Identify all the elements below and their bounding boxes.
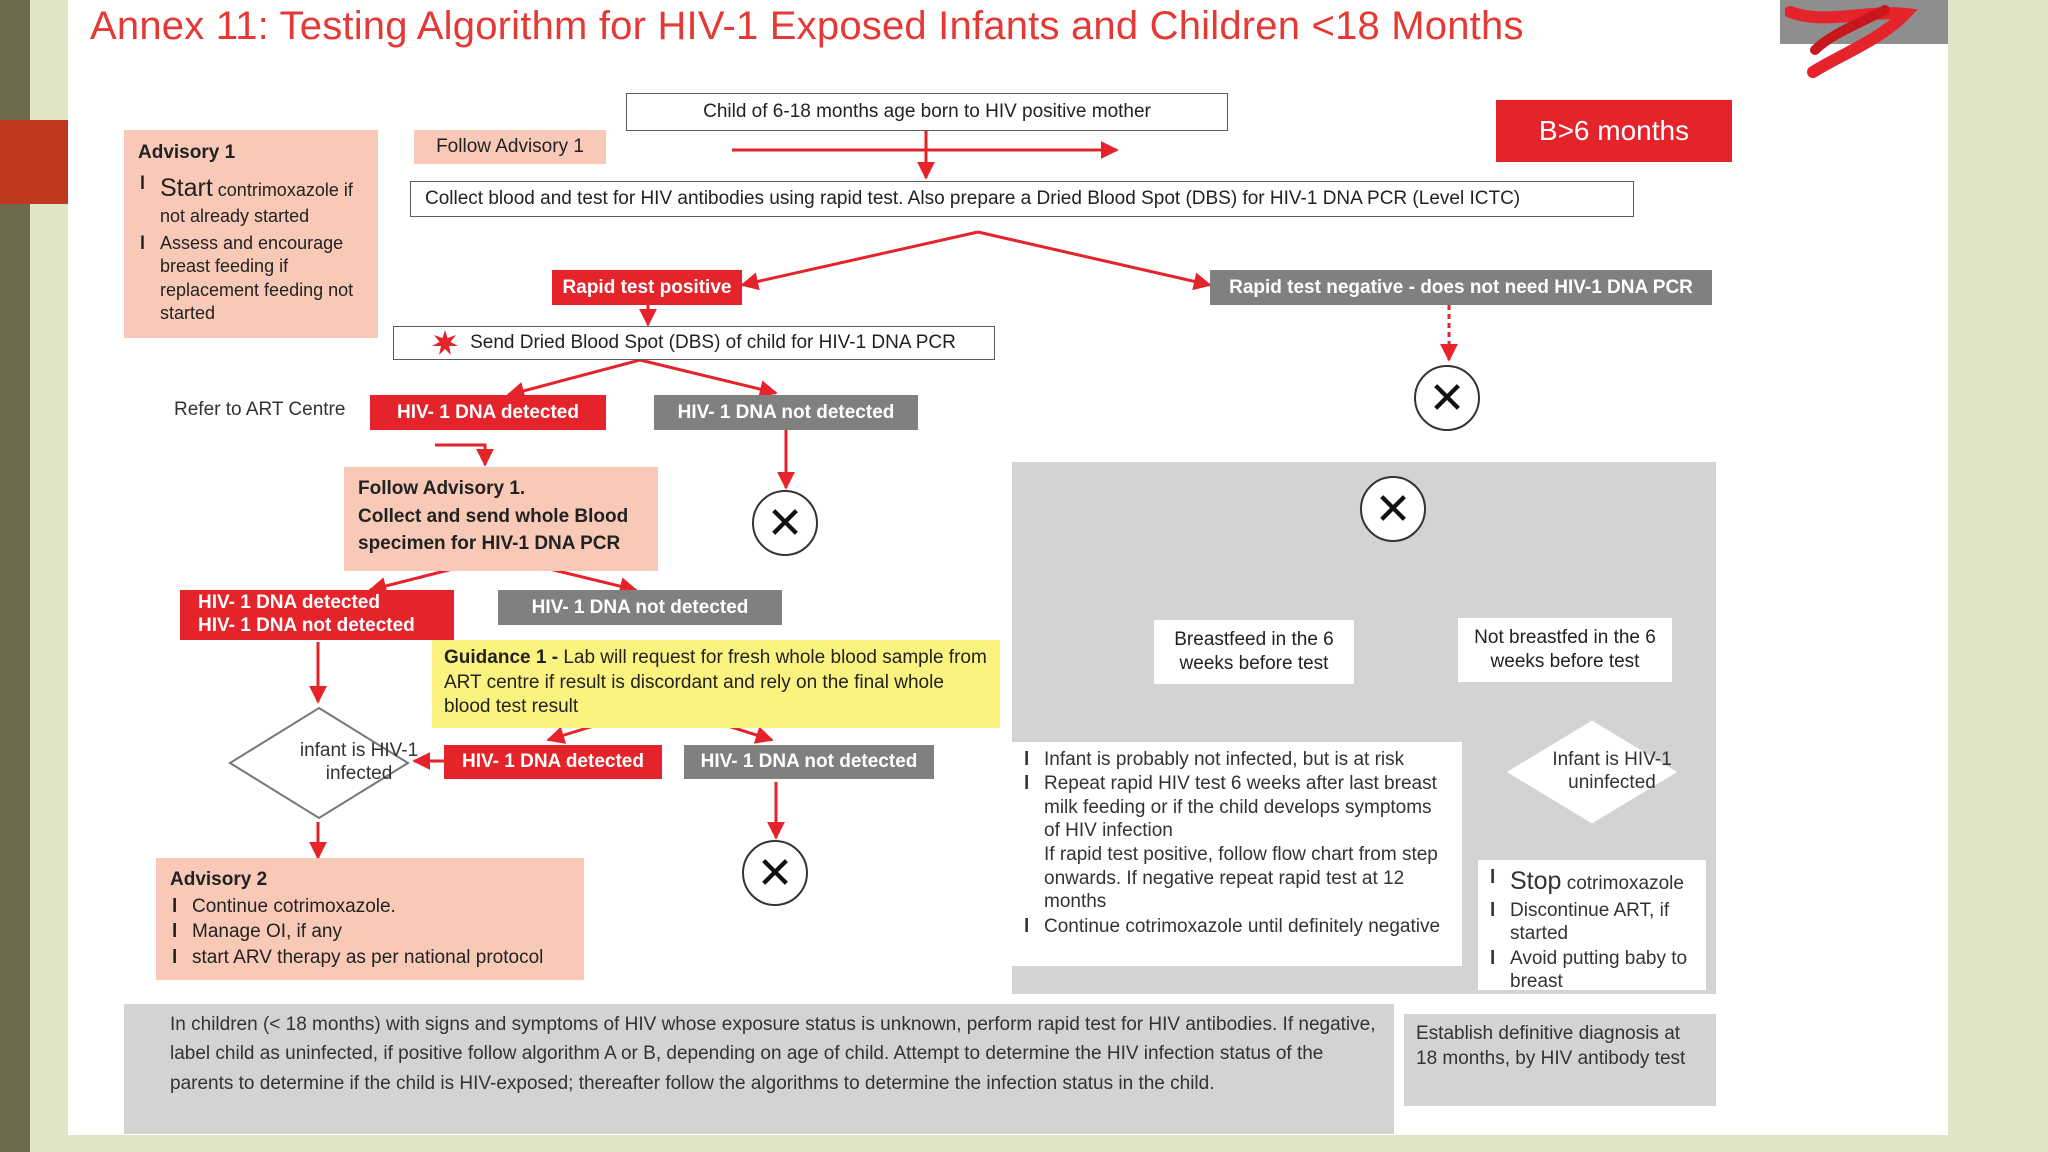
infant-uninfected-decision (1504, 718, 1680, 826)
advisory-2-box (156, 858, 584, 980)
refer-art-label: Refer to ART Centre (174, 399, 346, 420)
collect-blood-node: Collect blood and test for HIV antibodies using rapid test. Also prepare a Dried Blood Spot (DBS) for HIV-1 DNA PCR (Level ICTC) (410, 181, 1634, 217)
definitive-diagnosis-note: Establish definitive diagnosis at 18 months, by HIV antibody test (1404, 1014, 1716, 1106)
breastfeed-node: Breastfeed in the 6 weeks before test (1154, 620, 1354, 684)
close-icon: ✕ (742, 840, 808, 906)
send-dbs-text: Send Dried Blood Spot (DBS) of child for HIV-1 DNA PCR (470, 332, 956, 354)
stop-item-text: cotrimoxazole (1561, 873, 1684, 894)
page-title: Annex 11: Testing Algorithm for HIV-1 Exposed Infants and Children <18 Months (90, 4, 1524, 48)
age-group-badge: B>6 months (1496, 100, 1732, 162)
advisory-1-item (138, 232, 366, 326)
at-risk-box (1010, 742, 1462, 966)
dna-not-detected-node: HIV- 1 DNA not detected (654, 395, 918, 430)
stop-item: l Discontinue ART, if started (1488, 899, 1698, 945)
close-icon: ✕ (1414, 365, 1480, 431)
infant-infected-decision (228, 706, 419, 820)
advisory-2-item: l Continue cotrimoxazole. (170, 895, 572, 920)
advisory-1-item-text: Assess and encourage breast feeding if replacement feeding not started (160, 232, 354, 324)
advisory-2-list (170, 895, 572, 971)
dna-detected-node: HIV- 1 DNA detected (444, 745, 662, 779)
follow-box-line-1: Follow Advisory 1. (358, 478, 526, 499)
stop-cotrimoxazole-box (1478, 860, 1706, 993)
discordant-line-2: HIV- 1 DNA not detected (198, 615, 415, 636)
unknown-exposure-note: In children (< 18 months) with signs and symptoms of HIV whose exposure status is unknown, perform rapid test for HIV antibodies. If negative, label child as uninfected, if positive follow algorithm A or B, depending on age of child. Attempt to determine the HIV infection status of the parents to determine if the child is HIV-exposed; thereafter follow the algorithms to determine the infection status in the child. (124, 1004, 1394, 1134)
advisory-1-title: Advisory 1 (138, 142, 236, 163)
guidance-1-box (432, 640, 1000, 728)
advisory-2-item: l Manage OI, if any (170, 920, 572, 945)
dna-not-detected-node: HIV- 1 DNA not detected (498, 590, 782, 625)
infant-infected-text: infant is HIV-1 infected (299, 740, 419, 784)
follow-advisory-collect-box (344, 467, 658, 571)
rapid-test-positive-node: Rapid test positive (552, 270, 742, 305)
advisory-1-item (138, 172, 366, 228)
follow-box-line-2: Collect and send whole Blood specimen for HIV-1 DNA PCR (358, 505, 629, 555)
stop-item (1488, 866, 1698, 897)
advisory-1-item-lead: Start (160, 174, 213, 202)
dna-detected-node: HIV- 1 DNA detected (370, 395, 606, 430)
at-risk-item: If rapid test positive, follow flow chart from step onwards. If negative repeat rapid test at 12 months (1044, 844, 1438, 913)
advisory-2-item: l start ARV therapy as per national protocol (170, 946, 572, 971)
at-risk-list (1022, 748, 1450, 938)
discordant-line-1: HIV- 1 DNA detected (198, 592, 380, 614)
advisory-1-box (124, 130, 378, 338)
not-breastfed-node: Not breastfed in the 6 weeks before test (1458, 618, 1672, 682)
stop-item: l Avoid putting baby to breast (1488, 947, 1698, 993)
star-burst-icon (432, 330, 458, 356)
stop-item-lead: Stop (1510, 867, 1562, 895)
guidance-text: Lab will request for fresh whole blood sample from ART centre if result is discordant and rely on the final whole blood test result (444, 647, 987, 718)
advisory-2-title: Advisory 2 (170, 869, 268, 890)
at-risk-item: l Repeat rapid HIV test 6 weeks after last breast milk feeding or if the child develops symptoms of HIV infection (1022, 772, 1450, 842)
infant-uninfected-text: Infant is HIV-1 uninfected (1552, 749, 1672, 793)
advisory-1-list (138, 172, 366, 325)
discordant-result-node (180, 590, 454, 640)
at-risk-item: l Infant is probably not infected, but is at risk (1022, 748, 1450, 771)
rapid-test-negative-node: Rapid test negative - does not need HIV-1 DNA PCR (1210, 270, 1712, 305)
dna-not-detected-node: HIV- 1 DNA not detected (684, 745, 934, 779)
follow-advisory-1-label: Follow Advisory 1 (414, 130, 606, 164)
advisory-1-item-text: contrimoxazole if not already started (160, 180, 353, 226)
send-dbs-node (393, 326, 995, 360)
guidance-label: Guidance 1 - (444, 647, 564, 668)
stop-list (1488, 866, 1698, 993)
close-icon: ✕ (1360, 476, 1426, 542)
close-icon: ✕ (752, 490, 818, 556)
at-risk-item: l Continue cotrimoxazole until definitely negative (1022, 915, 1450, 938)
start-node: Child of 6-18 months age born to HIV positive mother (626, 93, 1228, 131)
